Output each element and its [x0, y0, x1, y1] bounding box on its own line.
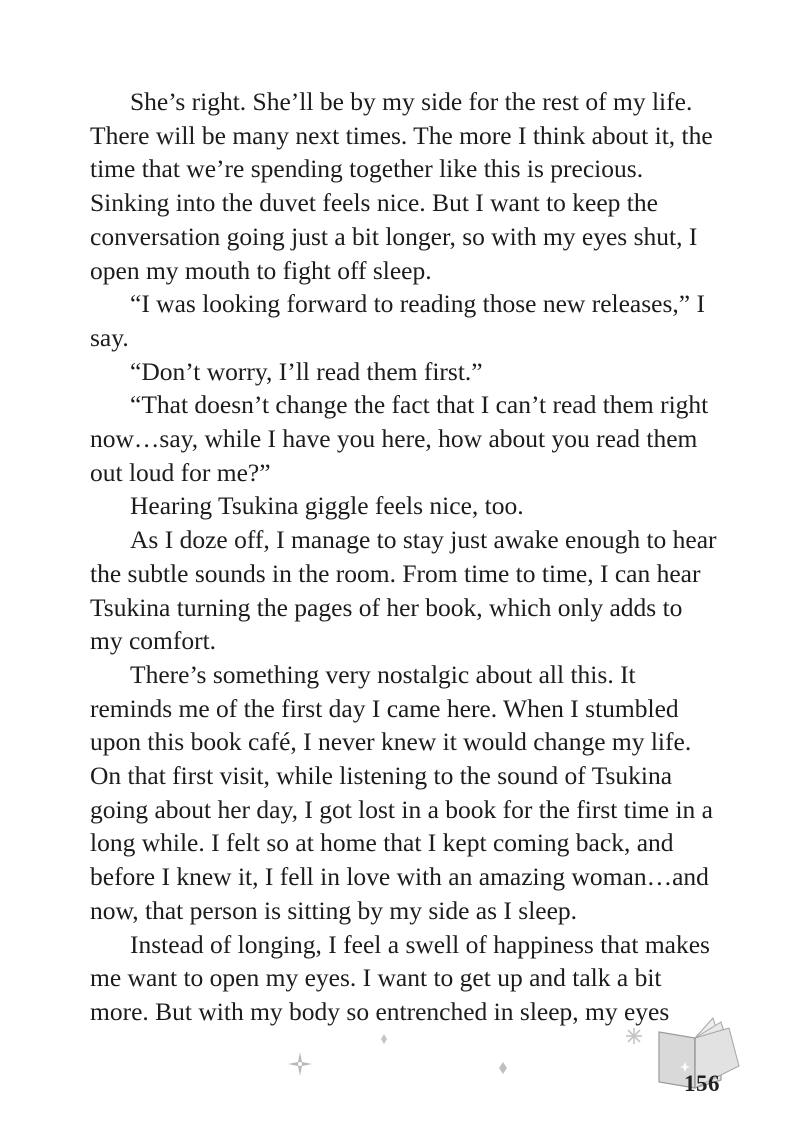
star-icon — [381, 1034, 387, 1044]
paragraph-4: “That doesn’t change the fact that I can’t read them right now…say, while I have you here, how about you read them out loud for me?” — [90, 390, 709, 487]
paragraph-2: “I was looking forward to reading those new releases,” I say. — [90, 289, 705, 352]
page-body — [90, 85, 720, 1029]
sparkle-icon — [626, 1028, 642, 1044]
paragraph-6: As I doze off, I manage to stay just awake enough to hear the subtle sounds in the room. From time to time, I can hear Tsukina turning the pages of her book, which only adds to my comfort. — [90, 525, 717, 656]
paragraph-8: Instead of longing, I feel a swell of happiness that makes me want to open my eyes. I want to get up and talk a bit more. But with my body so entrenched in sleep, my eyes — [90, 929, 710, 1026]
paragraph-7: There’s something very nostalgic about all this. It reminds me of the first day I came here. When I stumbled upon this book café, I never knew it would change my life. On that first visit, while listening to the sound of Tsukina going about her day, I got lost in a book for the first time in a long while. I felt so at home that I kept coming back, and before I knew it, I fell in love with an amazing woman…and now, that person is sitting by my side as I sleep. — [90, 659, 713, 925]
paragraph-5: Hearing Tsukina giggle feels nice, too. — [130, 491, 524, 521]
sparkle-icon — [288, 1052, 312, 1076]
page-number: 156 — [684, 1071, 720, 1096]
paragraph-3: “Don’t worry, I’ll read them first.” — [130, 356, 483, 386]
paragraph-1: She’s right. She’ll be by my side for the rest of my life. There will be many next times. The more I think about it, the time that we’re spending together like this is precious. Sinking into the duvet feels nice. But I want to keep the conversation going just a bit longer, so with my eyes shut, I open my mouth to fight off sleep. — [90, 87, 713, 285]
star-icon — [499, 1062, 507, 1074]
